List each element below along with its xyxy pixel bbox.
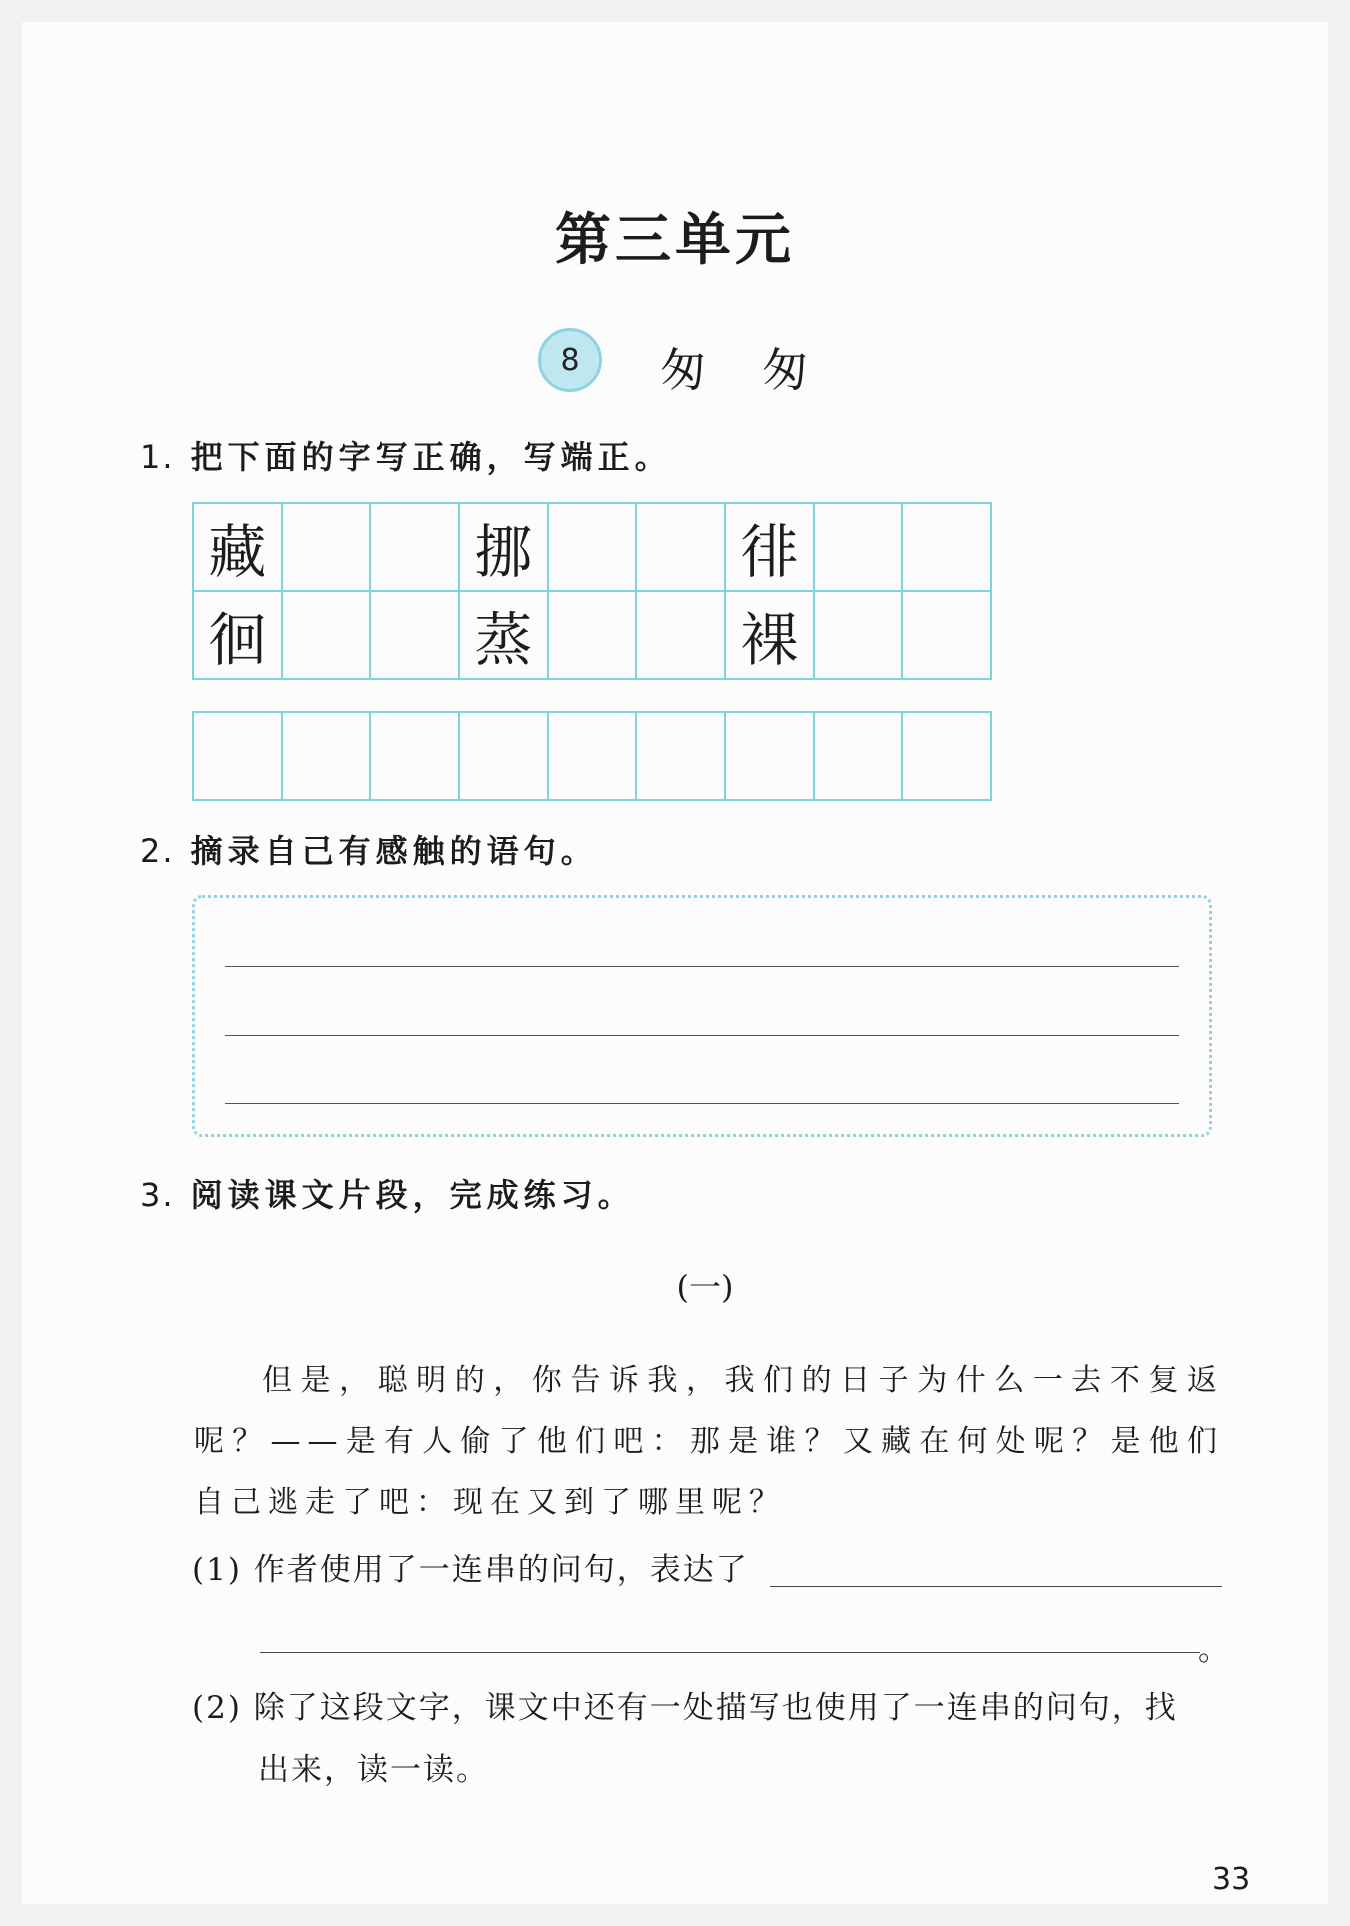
section-heading: (一) xyxy=(676,1268,734,1306)
writing-line[interactable] xyxy=(225,966,1179,967)
grid-cell[interactable]: 徘 xyxy=(726,504,815,592)
practice-cell[interactable] xyxy=(283,713,372,801)
practice-cell[interactable] xyxy=(726,713,815,801)
practice-cell[interactable] xyxy=(903,713,992,801)
sub-question-1-end-mark: 。 xyxy=(1198,1632,1231,1668)
practice-grid xyxy=(192,711,992,801)
grid-cell[interactable] xyxy=(283,504,372,592)
sub-question-2 xyxy=(192,1682,1178,1727)
question-3-prompt: 阅读课文片段，完成练习。 xyxy=(190,1176,635,1214)
unit-title: 第三单元 xyxy=(555,207,795,273)
page-number: 33 xyxy=(1212,1862,1251,1897)
reading-passage: 但是，聪明的，你告诉我，我们的日子为什么一去不复返呢？——是有人偷了他们吧：那是谁？又藏在何处呢？是他们自己逃走了吧：现在又到了哪里呢？ xyxy=(194,1363,1224,1520)
writing-line[interactable] xyxy=(225,1035,1179,1036)
practice-cell[interactable] xyxy=(194,713,283,801)
grid-cell[interactable] xyxy=(549,504,638,592)
grid-cell[interactable]: 裸 xyxy=(726,592,815,680)
grid-cell[interactable] xyxy=(637,504,726,592)
sub-question-1-label: (1) xyxy=(192,1552,242,1588)
practice-cell[interactable] xyxy=(460,713,549,801)
practice-cell[interactable] xyxy=(549,713,638,801)
grid-cell[interactable]: 挪 xyxy=(460,504,549,592)
question-1-title xyxy=(140,432,672,478)
grid-cell[interactable] xyxy=(371,592,460,680)
grid-cell[interactable] xyxy=(637,592,726,680)
grid-cell[interactable] xyxy=(371,504,460,592)
question-3-title xyxy=(140,1170,635,1216)
grid-cell[interactable] xyxy=(549,592,638,680)
grid-cell[interactable] xyxy=(815,592,904,680)
sub-question-1-text: 作者使用了一连串的问句，表达了 xyxy=(253,1552,749,1588)
grid-cell[interactable]: 蒸 xyxy=(460,592,549,680)
practice-cell[interactable] xyxy=(815,713,904,801)
lesson-number-badge: 8 xyxy=(538,328,602,392)
excerpt-writing-box xyxy=(192,895,1212,1137)
answer-line[interactable] xyxy=(260,1652,1200,1653)
answer-line[interactable] xyxy=(770,1586,1222,1587)
grid-cell[interactable] xyxy=(283,592,372,680)
question-2-prompt: 摘录自己有感触的语句。 xyxy=(190,832,598,870)
practice-cell[interactable] xyxy=(371,713,460,801)
question-1-prompt: 把下面的字写正确，写端正。 xyxy=(190,438,672,476)
sub-question-1 xyxy=(192,1544,749,1589)
grid-cell[interactable]: 徊 xyxy=(194,592,283,680)
question-3-number: 3. xyxy=(140,1176,175,1214)
sub-question-2-label: (2) xyxy=(192,1690,242,1726)
question-2-number: 2. xyxy=(140,832,175,870)
writing-line[interactable] xyxy=(225,1103,1179,1104)
lesson-title: 匆匆 xyxy=(660,343,864,397)
grid-cell[interactable] xyxy=(903,504,992,592)
sub-question-2-text: 除了这段文字，课文中还有一处描写也使用了一连串的问句，找 xyxy=(253,1690,1178,1726)
question-1-number: 1. xyxy=(140,438,175,476)
practice-cell[interactable] xyxy=(637,713,726,801)
grid-cell[interactable] xyxy=(815,504,904,592)
grid-cell[interactable]: 藏 xyxy=(194,504,283,592)
grid-cell[interactable] xyxy=(903,592,992,680)
character-grid xyxy=(192,502,992,680)
question-2-title xyxy=(140,826,598,872)
sub-question-2-continuation: 出来，读一读。 xyxy=(258,1752,489,1788)
